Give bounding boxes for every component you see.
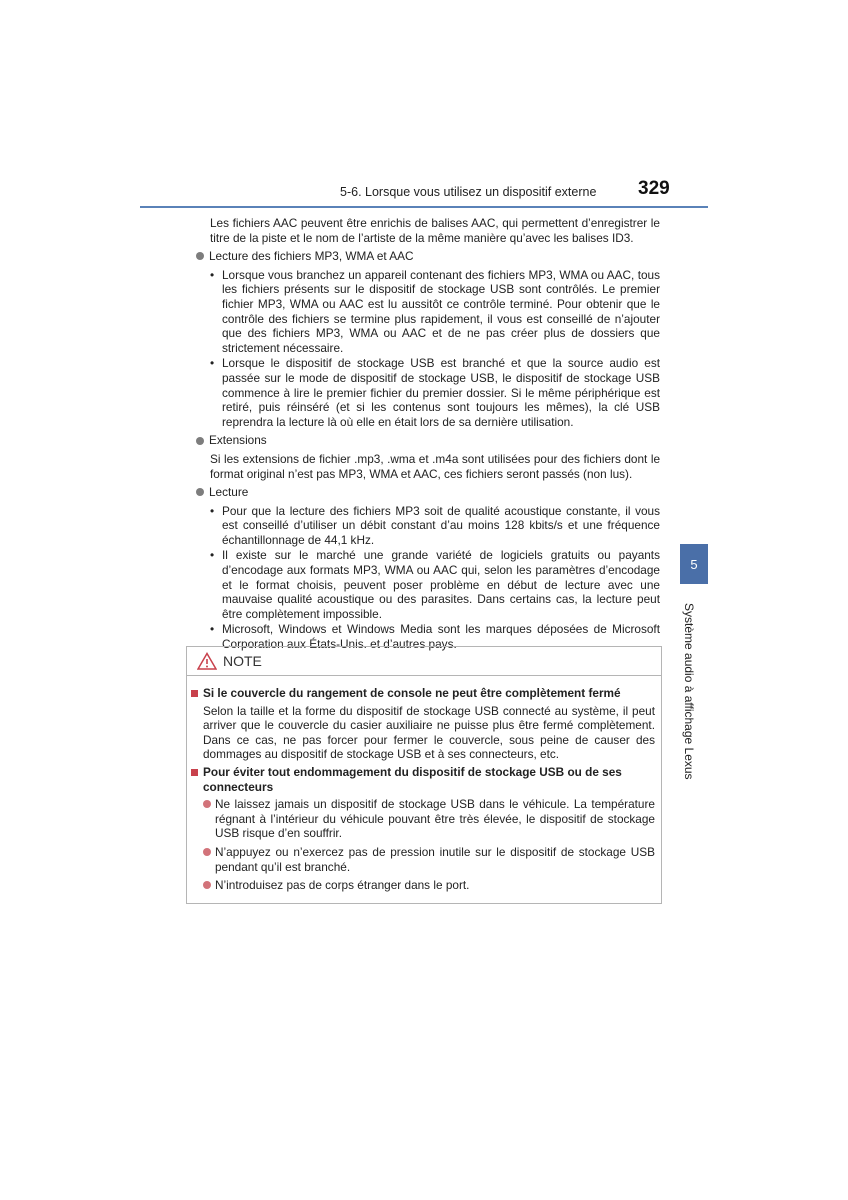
list-item — [203, 878, 655, 893]
note-subheading-label: Pour éviter tout endommagement du dispositif de stockage USB ou de ses connecteurs — [203, 764, 622, 794]
bullet-mark-icon: • — [210, 267, 215, 282]
pink-dot-icon — [203, 881, 211, 889]
main-content — [196, 216, 660, 656]
pink-dot-icon — [203, 848, 211, 856]
chapter-tab: 5 — [680, 544, 708, 584]
chapter-title: Système audio à affichage Lexus — [682, 603, 696, 780]
note-subheading — [191, 686, 655, 701]
pink-dot-icon — [203, 800, 211, 808]
note-box — [186, 646, 662, 904]
note-header — [187, 647, 661, 676]
list-item-text: Microsoft, Windows et Windows Media sont les marques déposées de Microsoft Corporation aux États-Unis. et d’autres pays. — [222, 622, 660, 652]
intro-paragraph: Les fichiers AAC peuvent être enrichis de balises AAC, qui permettent d’enregistrer le titre de la piste et le nom de l’artiste de la même manière qu’avec les balises ID3. — [210, 216, 660, 245]
note-paragraph: Selon la taille et la forme du dispositif de stockage USB connecté au système, il peut arriver que le couvercle du casier auxiliaire ne puisse plus être fermé complètement. Dans ce cas, ne pas forcer pour fermer le couvercle, sous peine de causer des dommages au dispositif de stockage USB et à ses connecteurs, etc. — [203, 703, 655, 762]
section-heading — [196, 249, 660, 264]
list-item — [203, 845, 655, 874]
section-heading-label: Lecture — [209, 485, 249, 500]
bullet-mark-icon: • — [210, 622, 215, 637]
note-title: NOTE — [223, 653, 262, 669]
bullet-mark-icon: • — [210, 503, 215, 518]
section-paragraph: Si les extensions de fichier .mp3, .wma et .m4a sont utilisées pour des fichiers dont le format original n’est pas MP3, WMA et AAC, ces fichiers seront passés (non lus). — [210, 451, 660, 481]
square-bullet-icon — [191, 690, 198, 697]
bullet-dot-icon — [196, 488, 204, 496]
section-heading-label: Extensions — [209, 433, 267, 448]
list-item-text: Pour que la lecture des fichiers MP3 soit de qualité acoustique constante, il vous est conseillé d’utiliser un débit constant d’au moins 128 kbits/s et une fréquence échantillonnage de 44,1 kHz. — [222, 503, 660, 547]
bullet-mark-icon: • — [210, 548, 215, 563]
section-heading-label: Lecture des fichiers MP3, WMA et AAC — [209, 249, 414, 264]
bullet-dot-icon — [196, 252, 204, 260]
page-number: 329 — [638, 178, 670, 199]
list-item — [210, 268, 660, 356]
list-item-text: N’appuyez ou n’exercez pas de pression inutile sur le dispositif de stockage USB pendant qu’il est branché. — [215, 844, 655, 874]
note-subheading-label: Si le couvercle du rangement de console ne peut être complètement fermé — [203, 686, 621, 700]
list-item — [203, 797, 655, 841]
header-divider — [140, 206, 708, 208]
bullet-list — [210, 268, 660, 430]
list-item-text: Lorsque le dispositif de stockage USB est branché et que la source audio est passée sur le mode de dispositif de stockage USB, le dispositif de stockage USB commence à lire le premier fichier du premier dossier. Si le même périphérique est retiré, puis réinséré (et si les contenus sont toujours les mêmes), la clé USB reprendra la lecture là où elle en était lors de sa dernière utilisation. — [222, 356, 660, 429]
bullet-dot-icon — [196, 437, 204, 445]
list-item — [210, 356, 660, 429]
warning-triangle-icon — [197, 652, 217, 670]
section-heading — [196, 433, 660, 448]
list-item — [210, 504, 660, 548]
list-item-text: Lorsque vous branchez un appareil contenant des fichiers MP3, WMA ou AAC, tous les fichiers présents sur le dispositif de stockage USB sont contrôlés. Le premier fichier MP3, WMA ou AAC est lu aussitôt ce contrôle terminé. Pour obtenir que le contrôle des fichiers se termine plus rapidement, il vous est conseillé de n’ajouter que des fichiers MP3, WMA ou AAC et de ne pas créer plus de dossiers que strictement nécessaire. — [222, 267, 660, 355]
list-item-text: N’introduisez pas de corps étranger dans le port. — [215, 878, 470, 893]
bullet-mark-icon: • — [210, 356, 215, 371]
square-bullet-icon — [191, 769, 198, 776]
section-title: 5-6. Lorsque vous utilisez un dispositif externe — [340, 185, 597, 199]
note-body — [187, 676, 661, 893]
bullet-list — [210, 504, 660, 652]
list-item-text: Ne laissez jamais un dispositif de stockage USB dans le véhicule. La température régnant à l’intérieur du véhicule pouvant être très élevée, le dispositif de stockage USB risque d’en souffrir. — [215, 797, 655, 841]
section-heading — [196, 485, 660, 500]
note-subheading — [191, 765, 655, 794]
list-item-text: Il existe sur le marché une grande variété de logiciels gratuits ou payants d’encodage aux formats MP3, WMA ou AAC qui, selon les paramètres d’encodage et le format choisis, peuvent poser problème en début de lecture avec une mauvaise qualité acoustique ou des parasites. Dans certains cas, la lecture peut être complètement impossible. — [222, 548, 660, 621]
list-item — [210, 548, 660, 621]
